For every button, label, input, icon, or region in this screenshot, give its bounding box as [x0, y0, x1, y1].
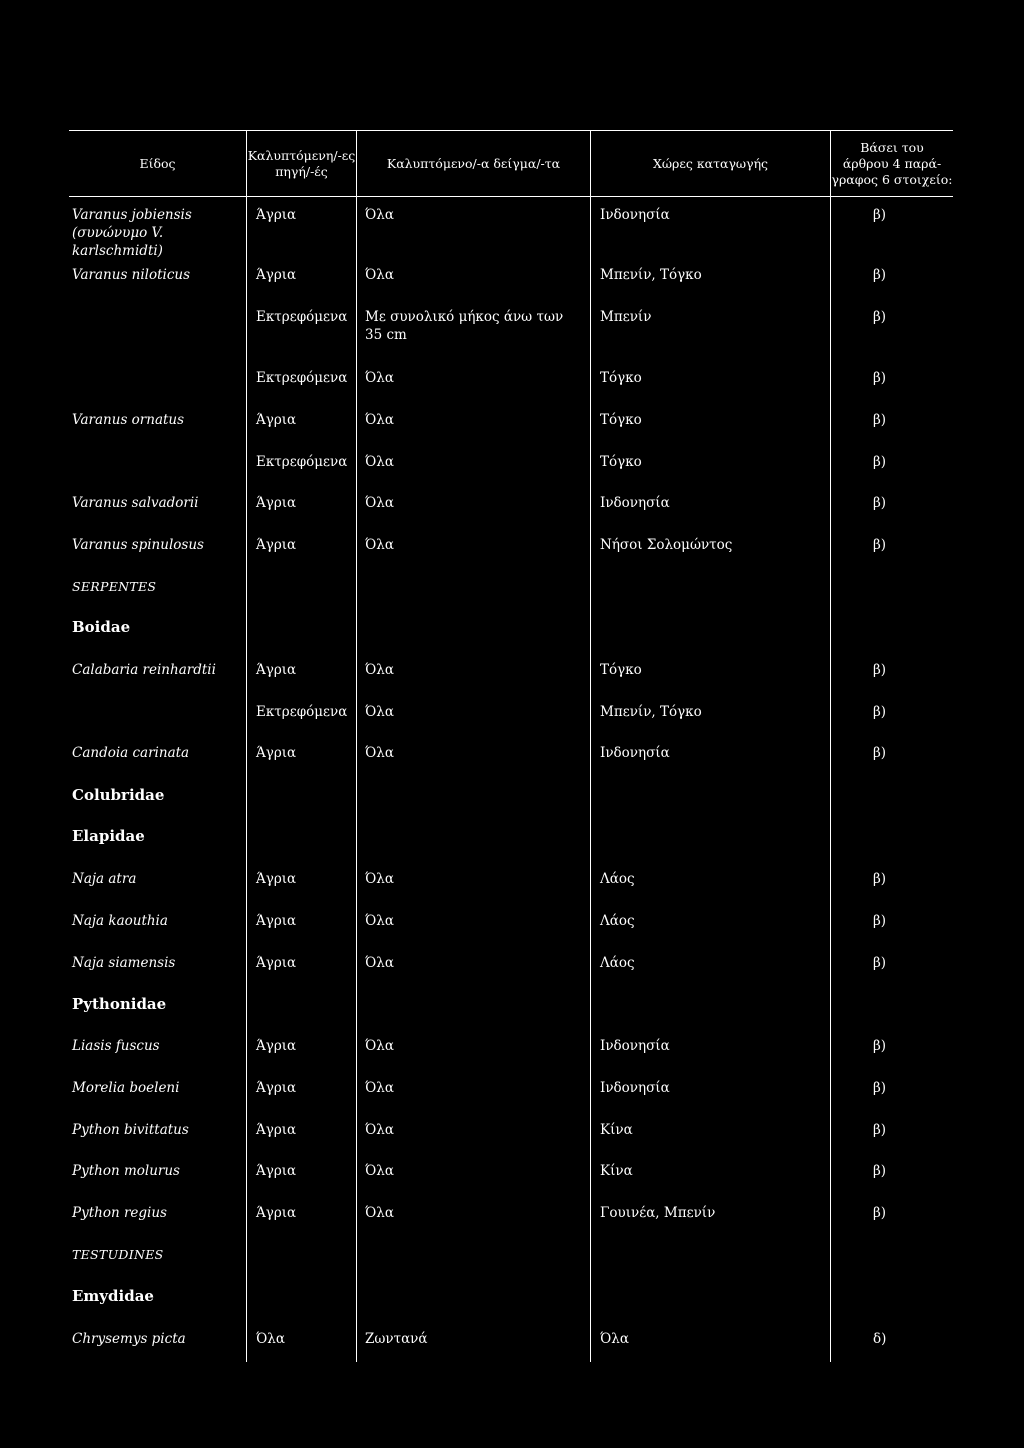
source-cell: Άγρια — [256, 412, 297, 428]
order-heading: SERPENTES — [72, 579, 157, 594]
country-cell: Ινδονησία — [600, 1080, 670, 1096]
basis-cell: β) — [873, 1205, 887, 1221]
species-name: Python bivittatus — [72, 1122, 189, 1138]
header-source: Καλυπτόμενη/-ες πηγή/-ές — [247, 147, 356, 179]
basis-cell: β) — [873, 1122, 887, 1138]
country-cell: Λάος — [600, 913, 635, 929]
basis-cell: β) — [873, 704, 887, 720]
source-cell: Άγρια — [256, 1163, 297, 1179]
specimens-cell: Όλα — [365, 267, 394, 283]
family-heading: Boidae — [72, 618, 131, 636]
basis-cell: β) — [873, 913, 887, 929]
source-cell: Άγρια — [256, 1122, 297, 1138]
basis-cell: β) — [873, 309, 887, 325]
species-name: Naja atra — [72, 871, 137, 887]
column-divider-4 — [830, 130, 831, 1362]
specimens-cell: Όλα — [365, 1205, 394, 1221]
specimens-cell: Όλα — [365, 704, 394, 720]
source-cell: Όλα — [256, 1331, 285, 1347]
country-cell: Τόγκο — [600, 454, 642, 470]
species-name: Varanus ornatus — [72, 412, 185, 428]
species-name: Calabaria reinhardtii — [72, 662, 216, 678]
basis-cell: β) — [873, 207, 887, 223]
specimens-cell: Όλα — [365, 913, 394, 929]
country-cell: Τόγκο — [600, 412, 642, 428]
species-name: Varanus niloticus — [72, 267, 191, 283]
source-cell: Άγρια — [256, 662, 297, 678]
species-name: Python regius — [72, 1205, 167, 1221]
basis-cell: β) — [873, 1163, 887, 1179]
specimens-cell: Ζωντανά — [365, 1331, 428, 1347]
specimens-cell: Όλα — [365, 495, 394, 511]
basis-cell: β) — [873, 871, 887, 887]
source-cell: Άγρια — [256, 495, 297, 511]
source-cell: Άγρια — [256, 955, 297, 971]
family-heading: Colubridae — [72, 786, 165, 804]
basis-cell: β) — [873, 1038, 887, 1054]
species-name: Candoia carinata — [72, 745, 190, 761]
column-divider-1 — [246, 130, 247, 1362]
source-cell: Άγρια — [256, 207, 297, 223]
country-cell: Κίνα — [600, 1163, 633, 1179]
basis-cell: β) — [873, 537, 887, 553]
country-cell: Όλα — [600, 1331, 629, 1347]
header-species: Είδος — [139, 155, 176, 171]
column-divider-3 — [590, 130, 591, 1362]
source-cell: Εκτρεφόμενα — [256, 370, 348, 386]
specimens-cell: Όλα — [365, 871, 394, 887]
specimens-cell: Όλα — [365, 662, 394, 678]
species-name: Varanus salvadorii — [72, 495, 199, 511]
specimens-cell: Όλα — [365, 955, 394, 971]
specimens-cell: Όλα — [365, 207, 394, 223]
family-heading: Elapidae — [72, 827, 145, 845]
specimens-cell: Όλα — [365, 537, 394, 553]
specimens-cell: Όλα — [365, 1122, 394, 1138]
family-heading: Emydidae — [72, 1287, 154, 1305]
species-name: Python molurus — [72, 1163, 180, 1179]
basis-cell: β) — [873, 1080, 887, 1096]
source-cell: Εκτρεφόμενα — [256, 309, 348, 325]
country-cell: Τόγκο — [600, 662, 642, 678]
species-name: Naja kaouthia — [72, 913, 168, 929]
species-name: Liasis fuscus — [72, 1038, 160, 1054]
source-cell: Άγρια — [256, 537, 297, 553]
basis-cell: β) — [873, 454, 887, 470]
country-cell: Γουινέα, Μπενίν — [600, 1205, 716, 1221]
specimens-cell: Όλα — [365, 370, 394, 386]
country-cell: Λάος — [600, 871, 635, 887]
column-divider-2 — [356, 130, 357, 1362]
source-cell: Άγρια — [256, 1205, 297, 1221]
country-cell: Ινδονησία — [600, 745, 670, 761]
country-cell: Ινδονησία — [600, 207, 670, 223]
country-cell: Ινδονησία — [600, 1038, 670, 1054]
country-cell: Λάος — [600, 955, 635, 971]
basis-cell: β) — [873, 267, 887, 283]
source-cell: Άγρια — [256, 267, 297, 283]
header-specimens: Καλυπτόμενο/-α δείγμα/-τα — [386, 155, 561, 171]
specimens-cell: Όλα — [365, 1080, 394, 1096]
specimens-cell: Με συνολικό μήκος άνω των 35 cm — [365, 309, 564, 343]
source-cell: Άγρια — [256, 1080, 297, 1096]
basis-cell: β) — [873, 412, 887, 428]
header-basis: Βάσει του άρθρου 4 παρά- γραφος 6 στοιχείο: — [831, 139, 953, 187]
basis-cell: δ) — [873, 1331, 887, 1347]
country-cell: Μπενίν — [600, 309, 652, 325]
table-header-rule — [69, 196, 953, 197]
country-cell: Νήσοι Σολομώντος — [600, 537, 733, 553]
source-cell: Άγρια — [256, 745, 297, 761]
specimens-cell: Όλα — [365, 412, 394, 428]
order-heading: TESTUDINES — [72, 1247, 164, 1262]
species-name: Chrysemys picta — [72, 1331, 186, 1347]
specimens-cell: Όλα — [365, 454, 394, 470]
source-cell: Άγρια — [256, 913, 297, 929]
country-cell: Τόγκο — [600, 370, 642, 386]
source-cell: Άγρια — [256, 1038, 297, 1054]
specimens-cell: Όλα — [365, 1038, 394, 1054]
specimens-cell: Όλα — [365, 1163, 394, 1179]
header-countries: Χώρες καταγωγής — [652, 155, 769, 171]
source-cell: Εκτρεφόμενα — [256, 704, 348, 720]
basis-cell: β) — [873, 370, 887, 386]
country-cell: Ινδονησία — [600, 495, 670, 511]
basis-cell: β) — [873, 495, 887, 511]
source-cell: Άγρια — [256, 871, 297, 887]
source-cell: Εκτρεφόμενα — [256, 454, 348, 470]
species-name: Varanus jobiensis (συνώνυμο V. karlschmidti) — [72, 207, 192, 259]
species-name: Morelia boeleni — [72, 1080, 180, 1096]
specimens-cell: Όλα — [365, 745, 394, 761]
country-cell: Μπενίν, Τόγκο — [600, 267, 702, 283]
family-heading: Pythonidae — [72, 995, 167, 1013]
basis-cell: β) — [873, 745, 887, 761]
country-cell: Κίνα — [600, 1122, 633, 1138]
basis-cell: β) — [873, 662, 887, 678]
basis-cell: β) — [873, 955, 887, 971]
species-name: Naja siamensis — [72, 955, 176, 971]
country-cell: Μπενίν, Τόγκο — [600, 704, 702, 720]
species-name: Varanus spinulosus — [72, 537, 204, 553]
